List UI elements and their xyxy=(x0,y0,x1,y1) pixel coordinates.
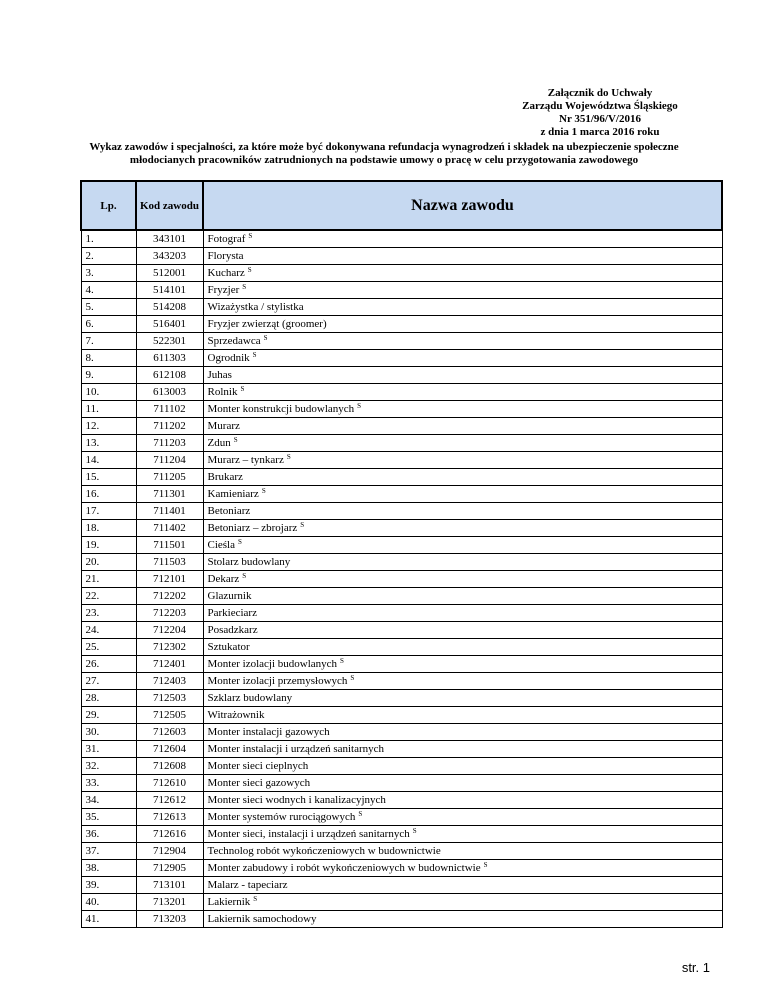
table-row xyxy=(81,588,722,605)
occupation-code: 712616 xyxy=(136,826,203,843)
occupation-code: 712202 xyxy=(136,588,203,605)
specialty-mark: S xyxy=(240,385,245,393)
occupation-name-cell xyxy=(203,537,722,554)
specialty-mark: S xyxy=(357,402,362,410)
occupation-name: Sztukator xyxy=(207,641,250,653)
occupation-name: Monter sieci wodnych i kanalizacyjnych xyxy=(207,794,386,806)
occupation-name-cell xyxy=(203,520,722,537)
occupation-name-cell xyxy=(203,333,722,350)
occupation-name: Kamieniarz xyxy=(207,488,259,500)
occupation-name: Fryzjer zwierząt (groomer) xyxy=(207,318,327,330)
occupation-code: 611303 xyxy=(136,350,203,367)
occupation-name-cell xyxy=(203,316,722,333)
occupation-code: 712204 xyxy=(136,622,203,639)
occupation-name-cell xyxy=(203,605,722,622)
occupation-code: 712905 xyxy=(136,860,203,877)
occupation-name-cell xyxy=(203,792,722,809)
occupation-name-cell xyxy=(203,418,722,435)
occupation-code: 712904 xyxy=(136,843,203,860)
row-number: 41. xyxy=(81,911,136,928)
occupation-name-cell xyxy=(203,554,722,571)
occupation-code: 522301 xyxy=(136,333,203,350)
specialty-mark: S xyxy=(412,827,417,835)
occupation-code: 711501 xyxy=(136,537,203,554)
specialty-mark: S xyxy=(252,351,257,359)
occupation-code: 712610 xyxy=(136,775,203,792)
header-nazwa-zawodu: Nazwa zawodu xyxy=(203,181,722,230)
row-number: 24. xyxy=(81,622,136,639)
specialty-mark: S xyxy=(300,521,305,529)
row-number: 6. xyxy=(81,316,136,333)
table-row xyxy=(81,656,722,673)
occupation-name-cell xyxy=(203,469,722,486)
occupation-code: 343101 xyxy=(136,230,203,248)
table-row xyxy=(81,843,722,860)
occupation-code: 516401 xyxy=(136,316,203,333)
table-row xyxy=(81,809,722,826)
occupation-name: Brukarz xyxy=(207,471,243,483)
occupation-code: 343203 xyxy=(136,248,203,265)
occupation-name: Monter instalacji i urządzeń sanitarnych xyxy=(207,743,385,755)
row-number: 22. xyxy=(81,588,136,605)
specialty-mark: S xyxy=(233,436,238,444)
table-row xyxy=(81,469,722,486)
occupation-name: Florysta xyxy=(207,250,244,262)
table-row xyxy=(81,265,722,282)
row-number: 10. xyxy=(81,384,136,401)
occupation-name-cell xyxy=(203,758,722,775)
occupation-code: 711204 xyxy=(136,452,203,469)
occupation-name: Monter instalacji gazowych xyxy=(207,726,330,738)
table-row xyxy=(81,707,722,724)
occupation-name-cell xyxy=(203,741,722,758)
table-row xyxy=(81,384,722,401)
table-row xyxy=(81,860,722,877)
row-number: 32. xyxy=(81,758,136,775)
table-body xyxy=(81,230,722,928)
row-number: 19. xyxy=(81,537,136,554)
specialty-mark: S xyxy=(247,266,252,274)
table-row xyxy=(81,333,722,350)
occupation-name: Fryzjer xyxy=(207,284,240,296)
table-row xyxy=(81,758,722,775)
occupation-name-cell xyxy=(203,877,722,894)
row-number: 2. xyxy=(81,248,136,265)
specialty-mark: S xyxy=(350,674,355,682)
occupation-name-cell xyxy=(203,503,722,520)
occupation-name-cell xyxy=(203,435,722,452)
occupation-code: 712613 xyxy=(136,809,203,826)
occupation-code: 713203 xyxy=(136,911,203,928)
specialty-mark: S xyxy=(340,657,344,665)
table-row xyxy=(81,401,722,418)
occupation-name-cell xyxy=(203,775,722,792)
row-number: 29. xyxy=(81,707,136,724)
row-number: 13. xyxy=(81,435,136,452)
occupation-name-cell xyxy=(203,673,722,690)
table-row xyxy=(81,639,722,656)
occupation-name: Kucharz xyxy=(207,267,245,279)
row-number: 34. xyxy=(81,792,136,809)
occupation-code: 711401 xyxy=(136,503,203,520)
table-row xyxy=(81,520,722,537)
row-number: 1. xyxy=(81,230,136,248)
row-number: 12. xyxy=(81,418,136,435)
row-number: 8. xyxy=(81,350,136,367)
row-number: 21. xyxy=(81,571,136,588)
occupation-name: Monter systemów rurociągowych xyxy=(207,811,356,823)
occupation-code: 712604 xyxy=(136,741,203,758)
table-row xyxy=(81,724,722,741)
occupation-name-cell xyxy=(203,571,722,588)
occupation-name-cell xyxy=(203,486,722,503)
page-number: str. 1 xyxy=(681,960,710,975)
row-number: 35. xyxy=(81,809,136,826)
occupation-code: 711205 xyxy=(136,469,203,486)
occupation-name-cell xyxy=(203,384,722,401)
table-row xyxy=(81,282,722,299)
table-row xyxy=(81,537,722,554)
specialty-mark: S xyxy=(483,861,488,869)
row-number: 23. xyxy=(81,605,136,622)
occupation-code: 711402 xyxy=(136,520,203,537)
occupation-name-cell xyxy=(203,248,722,265)
occupation-code: 711503 xyxy=(136,554,203,571)
specialty-mark: S xyxy=(286,453,291,461)
header-line-1: Załącznik do Uchwały xyxy=(547,87,653,99)
occupation-name: Monter izolacji budowlanych xyxy=(207,658,338,670)
occupation-name-cell xyxy=(203,826,722,843)
table-row xyxy=(81,452,722,469)
row-number: 5. xyxy=(81,299,136,316)
occupation-name: Lakiernik xyxy=(207,896,251,908)
occupation-name: Stolarz budowlany xyxy=(207,556,291,568)
occupation-code: 713101 xyxy=(136,877,203,894)
occupation-code: 712203 xyxy=(136,605,203,622)
occupation-name-cell xyxy=(203,860,722,877)
header-kod-zawodu: Kod zawodu xyxy=(136,181,203,230)
table-row xyxy=(81,894,722,911)
row-number: 16. xyxy=(81,486,136,503)
table-row xyxy=(81,299,722,316)
header-line-2: Zarządu Województwa Śląskiego xyxy=(522,100,678,112)
row-number: 38. xyxy=(81,860,136,877)
occupation-code: 512001 xyxy=(136,265,203,282)
occupation-code: 712403 xyxy=(136,673,203,690)
table-row xyxy=(81,792,722,809)
header-line-3: Nr 351/96/V/2016 xyxy=(559,113,641,125)
occupation-name: Wizażystka / stylistka xyxy=(207,301,304,313)
occupation-name-cell xyxy=(203,724,722,741)
row-number: 33. xyxy=(81,775,136,792)
row-number: 3. xyxy=(81,265,136,282)
specialty-mark: S xyxy=(263,334,268,342)
occupation-name: Ogrodnik xyxy=(207,352,250,364)
occupation-name: Juhas xyxy=(207,369,232,381)
specialty-mark: S xyxy=(253,895,258,903)
occupation-name: Monter sieci, instalacji i urządzeń sanitarnych xyxy=(207,828,410,840)
title-line-2: młodocianych pracowników zatrudnionych na podstawie umowy o pracę w celu przygotowania zawodowego xyxy=(129,154,639,166)
row-number: 25. xyxy=(81,639,136,656)
professions-table xyxy=(80,180,723,928)
table-row xyxy=(81,230,722,248)
table-row xyxy=(81,248,722,265)
table-row xyxy=(81,741,722,758)
occupation-name: Monter zabudowy i robót wykończeniowych w budownictwie xyxy=(207,862,481,874)
occupation-code: 612108 xyxy=(136,367,203,384)
occupation-name: Szklarz budowlany xyxy=(207,692,293,704)
occupation-name-cell xyxy=(203,639,722,656)
specialty-mark: S xyxy=(248,232,253,240)
row-number: 18. xyxy=(81,520,136,537)
occupation-code: 613003 xyxy=(136,384,203,401)
occupation-code: 514208 xyxy=(136,299,203,316)
occupation-name-cell xyxy=(203,265,722,282)
table-row xyxy=(81,690,722,707)
occupation-name: Monter sieci gazowych xyxy=(207,777,311,789)
occupation-code: 712503 xyxy=(136,690,203,707)
occupation-name-cell xyxy=(203,350,722,367)
occupation-name-cell xyxy=(203,809,722,826)
table-row xyxy=(81,911,722,928)
occupation-name: Monter konstrukcji budowlanych xyxy=(207,403,355,415)
row-number: 30. xyxy=(81,724,136,741)
occupation-code: 514101 xyxy=(136,282,203,299)
occupation-name: Glazurnik xyxy=(207,590,252,602)
occupation-code: 711202 xyxy=(136,418,203,435)
occupation-code: 712608 xyxy=(136,758,203,775)
row-number: 40. xyxy=(81,894,136,911)
occupation-code: 712101 xyxy=(136,571,203,588)
row-number: 7. xyxy=(81,333,136,350)
occupation-name-cell xyxy=(203,911,722,928)
occupation-name: Monter izolacji przemysłowych xyxy=(207,675,348,687)
resolution-reference xyxy=(480,87,720,139)
occupation-code: 711102 xyxy=(136,401,203,418)
table-row xyxy=(81,622,722,639)
specialty-mark: S xyxy=(261,487,266,495)
occupation-name: Posadzkarz xyxy=(207,624,258,636)
row-number: 11. xyxy=(81,401,136,418)
table-row xyxy=(81,486,722,503)
table-row xyxy=(81,316,722,333)
specialty-mark: S xyxy=(242,283,247,291)
occupation-code: 712505 xyxy=(136,707,203,724)
occupation-name: Murarz xyxy=(207,420,240,432)
table-row xyxy=(81,554,722,571)
occupation-name-cell xyxy=(203,707,722,724)
occupation-name-cell xyxy=(203,230,722,248)
table-row xyxy=(81,350,722,367)
occupation-name: Lakiernik samochodowy xyxy=(207,913,317,925)
occupation-code: 712612 xyxy=(136,792,203,809)
occupation-name-cell xyxy=(203,690,722,707)
table-row xyxy=(81,877,722,894)
row-number: 36. xyxy=(81,826,136,843)
specialty-mark: S xyxy=(238,538,242,546)
occupation-name-cell xyxy=(203,656,722,673)
table-row xyxy=(81,775,722,792)
table-row xyxy=(81,826,722,843)
occupation-code: 712302 xyxy=(136,639,203,656)
row-number: 20. xyxy=(81,554,136,571)
occupation-name: Betoniarz xyxy=(207,505,251,517)
header-line-4: z dnia 1 marca 2016 roku xyxy=(540,126,660,138)
occupation-name-cell xyxy=(203,588,722,605)
table-row xyxy=(81,605,722,622)
title-line-1: Wykaz zawodów i specjalności, za które może być dokonywana refundacja wynagrodzeń i składek na ubezpieczenie społeczne xyxy=(89,141,679,153)
table-row xyxy=(81,503,722,520)
specialty-mark: S xyxy=(358,810,363,818)
occupation-name-cell xyxy=(203,452,722,469)
occupation-name: Parkieciarz xyxy=(207,607,257,619)
table-row xyxy=(81,367,722,384)
row-number: 17. xyxy=(81,503,136,520)
occupation-name-cell xyxy=(203,282,722,299)
row-number: 15. xyxy=(81,469,136,486)
occupation-name: Cieśla xyxy=(207,539,235,551)
occupation-code: 713201 xyxy=(136,894,203,911)
specialty-mark: S xyxy=(242,572,247,580)
row-number: 4. xyxy=(81,282,136,299)
occupation-name: Monter sieci cieplnych xyxy=(207,760,309,772)
occupation-name: Murarz – tynkarz xyxy=(207,454,284,466)
table-row xyxy=(81,418,722,435)
document-title xyxy=(60,141,708,167)
header-lp: Lp. xyxy=(81,181,136,230)
occupation-name-cell xyxy=(203,401,722,418)
occupation-code: 711301 xyxy=(136,486,203,503)
occupation-name: Technolog robót wykończeniowych w budownictwie xyxy=(207,845,441,857)
table-row xyxy=(81,435,722,452)
occupation-name: Malarz - tapeciarz xyxy=(207,879,288,891)
occupation-name: Dekarz xyxy=(207,573,240,585)
row-number: 28. xyxy=(81,690,136,707)
occupation-name: Witrażownik xyxy=(207,709,265,721)
occupation-name-cell xyxy=(203,299,722,316)
row-number: 26. xyxy=(81,656,136,673)
occupation-name: Rolnik xyxy=(207,386,238,398)
row-number: 27. xyxy=(81,673,136,690)
occupation-name-cell xyxy=(203,894,722,911)
table-row xyxy=(81,673,722,690)
row-number: 9. xyxy=(81,367,136,384)
table-header-row xyxy=(81,181,722,230)
occupation-code: 711203 xyxy=(136,435,203,452)
occupation-name: Betoniarz – zbrojarz xyxy=(207,522,298,534)
row-number: 31. xyxy=(81,741,136,758)
occupation-name-cell xyxy=(203,843,722,860)
table-row xyxy=(81,571,722,588)
occupation-name: Fotograf xyxy=(207,233,246,245)
occupation-code: 712603 xyxy=(136,724,203,741)
occupation-name-cell xyxy=(203,367,722,384)
occupation-code: 712401 xyxy=(136,656,203,673)
occupation-name: Zdun xyxy=(207,437,231,449)
row-number: 39. xyxy=(81,877,136,894)
row-number: 14. xyxy=(81,452,136,469)
occupation-name-cell xyxy=(203,622,722,639)
row-number: 37. xyxy=(81,843,136,860)
occupation-name: Sprzedawca xyxy=(207,335,261,347)
